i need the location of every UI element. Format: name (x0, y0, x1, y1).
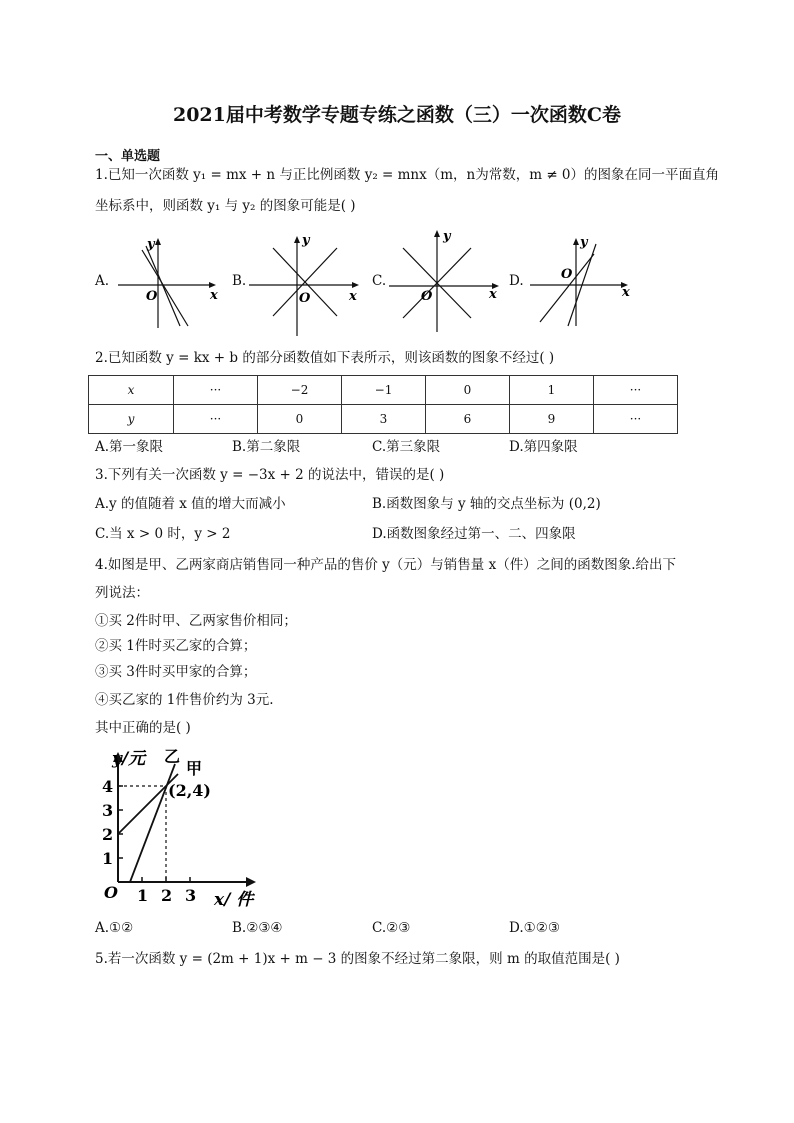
q1-b-origin: O (299, 291, 311, 306)
table-cell: −1 (342, 376, 426, 405)
table-cell: 0 (426, 376, 510, 405)
q4-line-yi-label: 乙 (164, 747, 181, 766)
q4-y-tick-4: 4 (102, 777, 114, 796)
q3-choice-c: C.当 x > 0 时，y > 2 (95, 526, 231, 542)
table-cell: 6 (426, 405, 510, 434)
q4-y-tick-2: 2 (102, 825, 114, 844)
q1-stem-line1: 1.已知一次函数 y₁ = mx + n 与正比例函数 y₂ = mnx（m，n为常数，m ≠ 0）的图象在同一平面直角 (95, 167, 720, 183)
q3-choice-a: A.y 的值随着 x 值的增大而减小 (95, 496, 286, 512)
q4-x-tick-1: 1 (137, 886, 149, 905)
table-cell: ··· (174, 376, 258, 405)
q4-choice-b: B.②③④ (232, 920, 283, 936)
q1-option-b-label: B. (232, 273, 247, 289)
table-cell: −2 (258, 376, 342, 405)
table-cell: ··· (174, 405, 258, 434)
q1-option-a-label: A. (95, 273, 110, 289)
q2-choice-a: A.第一象限 (95, 439, 164, 455)
q1-graph-c (385, 226, 505, 336)
table-cell: ··· (594, 376, 678, 405)
q1-a-x-label: x (210, 288, 218, 303)
q4-statement-2: ②买 1件时买乙家的合算； (95, 638, 257, 654)
q4-choice-d: D.①②③ (509, 920, 560, 936)
q3-choice-d: D.函数图象经过第一、二、四象限 (372, 526, 576, 542)
q2-choice-c: C.第三象限 (372, 439, 441, 455)
q1-d-y-label: y (580, 235, 588, 250)
q1-c-x-label: x (489, 287, 497, 302)
q2-stem: 2.已知函数 y = kx + b 的部分函数值如下表所示，则该函数的图象不经过( ) (95, 350, 555, 366)
q1-b-x-label: x (349, 289, 357, 304)
q4-x-tick-2: 2 (161, 886, 173, 905)
table-cell: 0 (258, 405, 342, 434)
q1-option-d-label: D. (509, 273, 524, 289)
q4-statement-3: ③买 3件时买甲家的合算； (95, 664, 257, 680)
q5-stem: 5.若一次函数 y = (2m + 1)x + m − 3 的图象不经过第二象限，则 m 的取值范围是( ) (95, 951, 620, 967)
q1-b-y-label: y (302, 233, 310, 248)
q1-d-x-label: x (622, 285, 630, 300)
q4-ask: 其中正确的是( ) (95, 720, 191, 736)
q4-origin-label: O (104, 883, 118, 902)
q4-choice-a: A.①② (95, 920, 134, 936)
table-cell: ··· (594, 405, 678, 434)
q2-value-table (88, 375, 678, 434)
q4-x-axis-label: x/ 件 (214, 890, 254, 910)
q1-d-origin: O (561, 267, 573, 282)
q4-y-axis-label: y/元 (112, 749, 146, 769)
q4-price-graph (98, 740, 268, 910)
table-row (89, 376, 678, 405)
q3-choice-b: B.函数图象与 y 轴的交点坐标为 (0,2) (372, 496, 601, 512)
q1-option-c-label: C. (372, 273, 387, 289)
table-cell: x (89, 376, 174, 405)
q4-y-tick-1: 1 (102, 849, 114, 868)
q4-x-tick-3: 3 (185, 886, 197, 905)
table-cell: 9 (510, 405, 594, 434)
q1-c-origin: O (421, 289, 433, 304)
section-heading: 一、单选题 (95, 149, 161, 164)
table-row (89, 405, 678, 434)
q4-intersection-label: (2,4) (168, 781, 211, 800)
q4-stem-line2: 列说法： (95, 585, 149, 601)
q1-a-origin: O (146, 289, 158, 304)
q4-statement-1: ①买 2件时甲、乙两家售价相同； (95, 613, 297, 629)
q1-graph-a (112, 230, 224, 330)
table-cell: 3 (342, 405, 426, 434)
q3-stem: 3.下列有关一次函数 y = −3x + 2 的说法中，错误的是( ) (95, 467, 445, 483)
q1-stem-line2: 坐标系中，则函数 y₁ 与 y₂ 的图象可能是( ) (95, 198, 356, 214)
q1-graph-b (245, 230, 365, 340)
q1-c-y-label: y (443, 229, 451, 244)
q4-line-jia-label: 甲 (186, 759, 203, 778)
q4-choice-c: C.②③ (372, 920, 411, 936)
q4-statement-4: ④买乙家的 1件售价约为 3元. (95, 692, 274, 708)
q2-choice-d: D.第四象限 (509, 439, 578, 455)
q4-stem-line1: 4.如图是甲、乙两家商店销售同一种产品的售价 y（元）与销售量 x（件）之间的函数图象.给出下 (95, 557, 676, 573)
q1-graph-d (524, 230, 636, 330)
q4-y-tick-3: 3 (102, 801, 114, 820)
q1-a-y-label: y (147, 237, 155, 252)
q2-choice-b: B.第二象限 (232, 439, 301, 455)
page-title: 2021届中考数学专题专练之函数（三）一次函数C卷 (172, 104, 621, 126)
table-cell: y (89, 405, 174, 434)
table-cell: 1 (510, 376, 594, 405)
